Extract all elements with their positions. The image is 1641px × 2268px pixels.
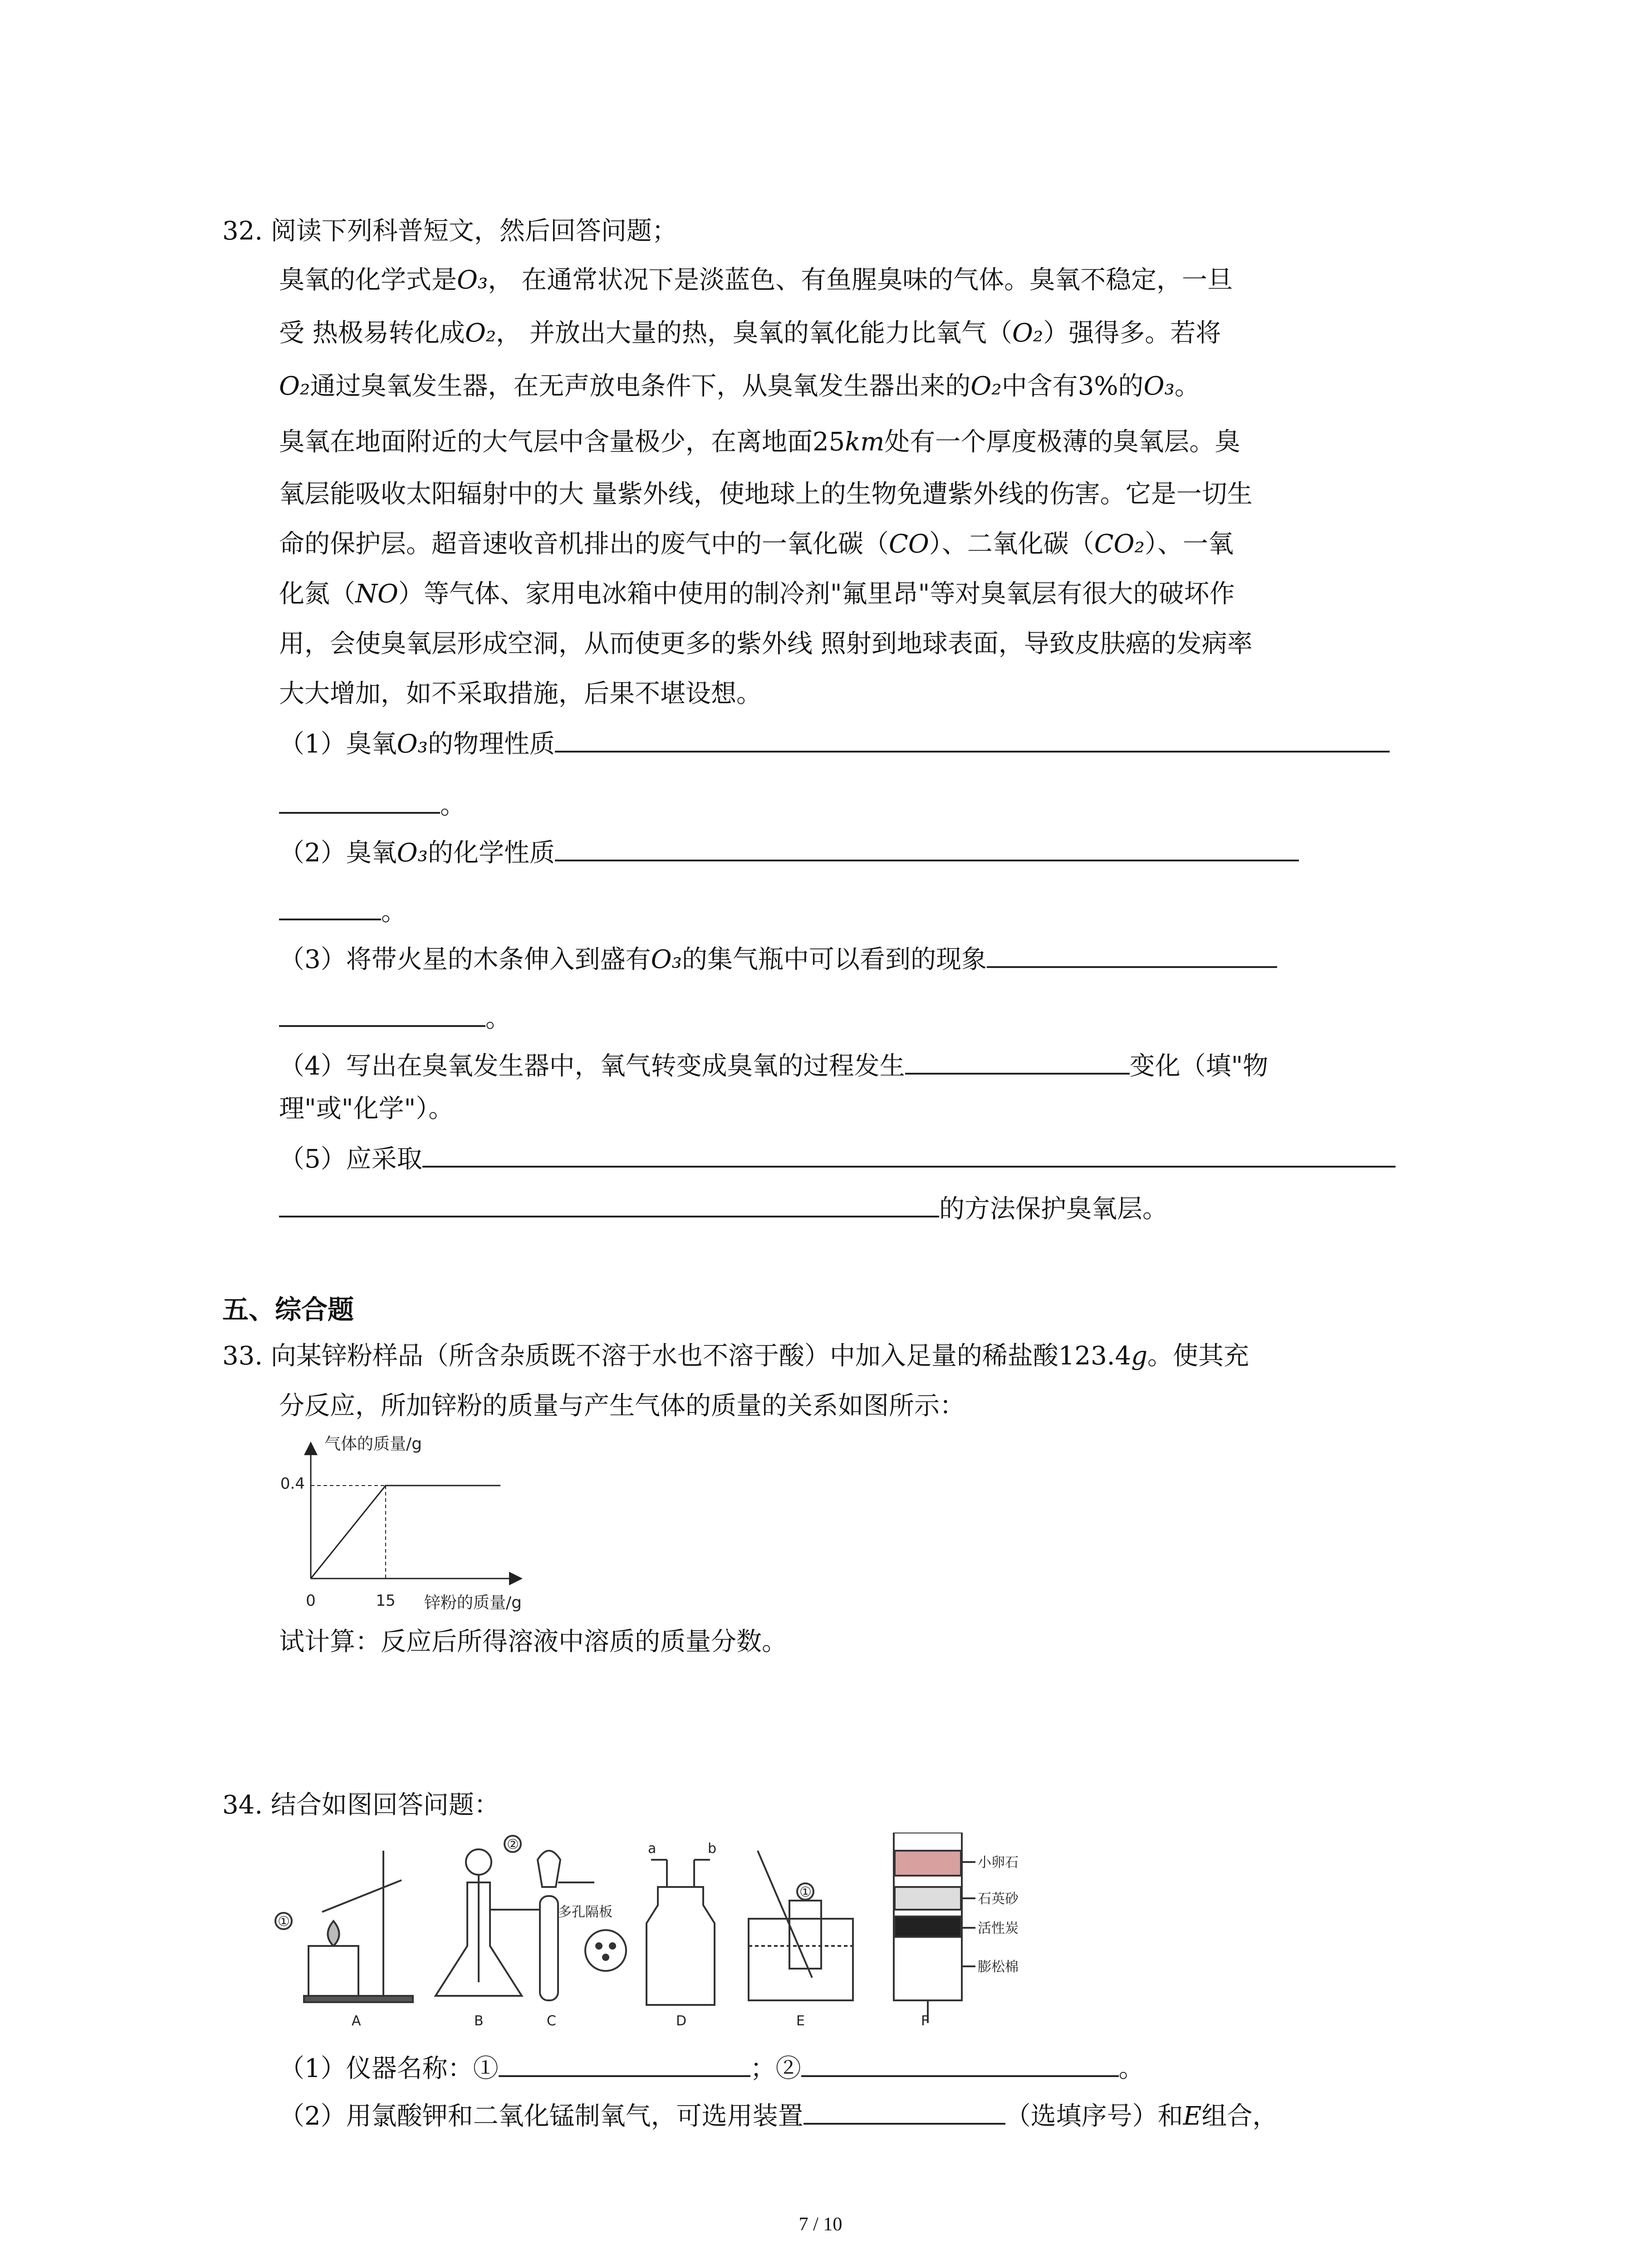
x-tick-label: 15 — [376, 1592, 396, 1610]
text: 受 热极易转化成 — [279, 318, 465, 348]
page-number: 7 / 10 — [798, 2214, 843, 2235]
answer-blank[interactable] — [801, 2048, 1119, 2077]
q33-chart — [272, 1429, 544, 1624]
apparatus-letter-c: C — [547, 2013, 556, 2029]
apparatus-a — [275, 1851, 413, 2002]
circle-label-2: ② — [507, 1837, 519, 1853]
apparatus-c — [538, 1851, 626, 2000]
x-axis-label: 锌粉的质量/g — [424, 1593, 522, 1612]
text: （5）应采取 — [279, 1144, 422, 1174]
q32-sub5 — [279, 1139, 1396, 1178]
circle-label-1: ① — [278, 1914, 290, 1930]
apparatus-letter-d: D — [676, 2013, 687, 2029]
y-axis-label: 气体的质量/g — [324, 1435, 422, 1453]
text: 臭氧的化学式是 — [279, 265, 457, 295]
formula-co: CO — [889, 529, 929, 559]
q33-line2: 分反应，所加锌粉的质量与产生气体的质量的关系如图所示： — [279, 1391, 965, 1421]
filter-label-carbon: 活性炭 — [978, 1921, 1019, 1936]
q32-sub2-cont — [279, 891, 407, 930]
apparatus-ref-e: E — [1183, 2102, 1202, 2131]
text: 。使其充 — [1147, 1341, 1249, 1371]
q33-ask: 试计算：反应后所得溶液中溶质的质量分数。 — [279, 1627, 787, 1657]
origin-label: 0 — [306, 1592, 316, 1610]
apparatus-e — [749, 1851, 853, 2000]
text: ）、一氧 — [1144, 529, 1234, 559]
q32-p2-line5: 用，会使臭氧层形成空洞，从而使更多的紫外线 照射到地球表面，导致皮肤癌的发病率 — [279, 629, 1253, 659]
text: 化氮（ — [279, 579, 355, 609]
circle-label-1: ① — [799, 1884, 812, 1900]
text: （3）将带火星的木条伸入到盛有 — [279, 945, 651, 974]
answer-blank[interactable] — [905, 1046, 1130, 1075]
q32-sub4-cont: 理"或"化学"）。 — [279, 1094, 454, 1124]
q32-sub3-cont — [279, 998, 511, 1037]
text: 的物理性质 — [428, 729, 555, 759]
text: 33. 向某锌粉样品（所含杂质既不溶于水也不溶于酸）中加入足量的稀盐酸123.4 — [222, 1341, 1132, 1371]
formula-o2: O₂ — [1012, 318, 1043, 348]
section-heading: 五、综合题 — [222, 1294, 354, 1325]
answer-blank[interactable] — [279, 785, 440, 814]
text: （4）写出在臭氧发生器中，氧气转变成臭氧的过程发生 — [279, 1051, 905, 1081]
text: （2）臭氧 — [279, 838, 397, 868]
q32-sub2 — [279, 832, 1299, 871]
unit-g: g — [1131, 1341, 1148, 1371]
text: 通过臭氧发生器，在无声放电条件下，从臭氧发生器出来的 — [310, 371, 971, 401]
filter-label-cotton: 膨松棉 — [978, 1959, 1019, 1975]
apparatus-b — [436, 1836, 540, 1996]
q32-p2-line1 — [279, 424, 1240, 460]
formula-o2: O₂ — [970, 371, 1002, 401]
q34-sub1 — [279, 2048, 1144, 2087]
text: 处有一个厚度极薄的臭氧层。臭 — [884, 427, 1240, 457]
formula-o3: O₃ — [397, 838, 428, 868]
q32-sub1 — [279, 723, 1390, 763]
y-tick-label: 0.4 — [280, 1475, 305, 1493]
text: 臭氧在地面附近的大气层中含量极少，在离地面25 — [279, 427, 845, 457]
text: （1）臭氧 — [279, 729, 397, 759]
q32-p1-line3 — [279, 368, 1200, 405]
text: 。 — [1174, 371, 1200, 401]
q32-sub4 — [279, 1046, 1268, 1085]
filter-label-sand: 石英砂 — [978, 1891, 1019, 1907]
q33-line1 — [222, 1338, 1249, 1374]
q32-sub3 — [279, 939, 1277, 978]
text: ）强得多。若将 — [1043, 318, 1221, 348]
text: 的方法保护臭氧层。 — [939, 1194, 1168, 1224]
q34-header: 34. 结合如图回答问题： — [222, 1790, 500, 1820]
formula-co2: CO₂ — [1094, 529, 1145, 559]
apparatus-d — [647, 1860, 715, 2005]
text: 。 — [440, 791, 465, 820]
answer-blank[interactable] — [555, 832, 1299, 861]
apparatus-letter-a: A — [352, 2013, 361, 2029]
q32-p2-line4 — [279, 576, 1234, 612]
q32-header: 32. 阅读下列科普短文，然后回答问题； — [222, 216, 677, 246]
text: 。 — [1118, 2054, 1144, 2083]
text: （1）仪器名称：① — [279, 2054, 499, 2083]
text: （选填序号）和 — [1005, 2102, 1183, 2131]
apparatus-letter-f: F — [921, 2013, 929, 2029]
formula-o3: O₃ — [1143, 371, 1175, 401]
answer-blank[interactable] — [987, 939, 1277, 968]
text: 中含有3%的 — [1001, 371, 1144, 401]
formula-o2: O₂ — [465, 318, 496, 348]
text: ， 并放出大量的热，臭氧的氧化能力比氧气（ — [496, 318, 1012, 348]
text: ， 在通常状况下是淡蓝色、有鱼腥臭味的气体。臭氧不稳定，一旦 — [488, 265, 1233, 295]
text: 的化学性质 — [428, 838, 555, 868]
text: ；② — [750, 2054, 801, 2083]
formula-o2: O₂ — [279, 371, 310, 401]
unit-km: km — [845, 427, 885, 457]
text: 。 — [485, 1004, 511, 1033]
apparatus-letter-b: B — [474, 2013, 484, 2029]
q32-p2-line6: 大大增加，如不采取措施，后果不堪设想。 — [279, 679, 762, 709]
q32-p2-line2: 氧层能吸收太阳辐射中的大 量紫外线，使地球上的生物免遭紫外线的伤害。它是一切生 — [279, 479, 1253, 509]
text: 变化（填"物 — [1129, 1051, 1269, 1081]
q34-sub2 — [279, 2096, 1278, 2135]
series-line — [311, 1486, 500, 1579]
text: 命的保护层。超音速收音机排出的废气中的一氧化碳（ — [279, 529, 889, 559]
filter-label-pebbles: 小卵石 — [978, 1855, 1019, 1871]
porous-plate-label: 多孔隔板 — [558, 1904, 612, 1920]
apparatus-letter-e: E — [796, 2013, 805, 2029]
formula-no: NO — [355, 579, 398, 609]
text: 。 — [381, 897, 407, 927]
answer-blank[interactable] — [279, 891, 381, 920]
answer-blank[interactable] — [499, 2048, 750, 2077]
answer-blank[interactable] — [279, 1188, 939, 1217]
q32-p1-line2 — [279, 315, 1221, 352]
formula-o3: O₃ — [457, 265, 488, 295]
tube-a-label: a — [648, 1841, 656, 1857]
tube-b-label: b — [708, 1841, 717, 1857]
text: 组合， — [1201, 2102, 1278, 2131]
text: ）、二氧化碳（ — [929, 529, 1094, 559]
formula-o3: O₃ — [397, 729, 428, 759]
answer-blank[interactable] — [422, 1139, 1396, 1168]
apparatus-f — [894, 1833, 975, 2023]
q32-p1-line1 — [279, 262, 1233, 298]
text: （2）用氯酸钾和二氧化锰制氧气，可选用装置 — [279, 2102, 803, 2131]
q32-sub5-cont — [279, 1188, 1168, 1227]
answer-blank[interactable] — [803, 2096, 1005, 2125]
text: 的集气瓶中可以看到的现象 — [682, 945, 987, 974]
text: ）等气体、家用电冰箱中使用的制冷剂"氟里昂"等对臭氧层有很大的破坏作 — [398, 579, 1235, 609]
answer-blank[interactable] — [279, 998, 485, 1027]
answer-blank[interactable] — [555, 723, 1390, 753]
q32-p2-line3 — [279, 526, 1234, 562]
formula-o3: O₃ — [651, 945, 682, 974]
q32-sub1-cont — [279, 785, 465, 824]
q34-apparatus-figure — [268, 1833, 1048, 2032]
